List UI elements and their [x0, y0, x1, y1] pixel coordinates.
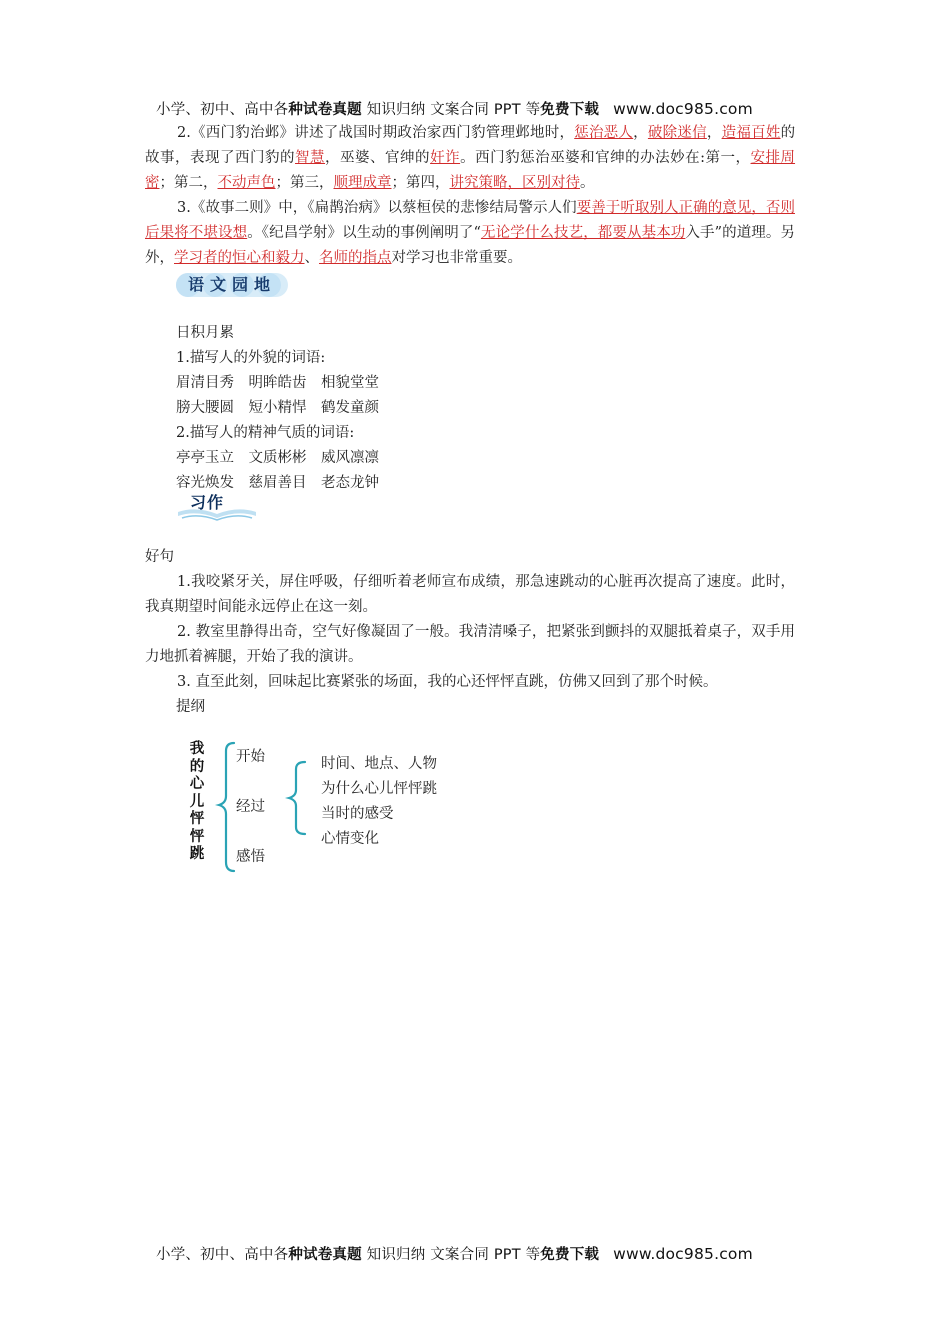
- answer-text: 顺理成章: [333, 175, 392, 191]
- answer-text: 智慧: [295, 150, 326, 166]
- text: ；第四，: [391, 175, 450, 191]
- riji-words-row: 亭亭玉立 文质彬彬 威风凛凛: [176, 450, 379, 466]
- header-text-mid: 知识归纳 文案合同 PPT 等: [361, 102, 541, 118]
- footer-url[interactable]: www.doc985.com: [613, 1245, 753, 1263]
- text: 入手”的道理。另外，: [145, 225, 795, 266]
- answer-text: 造福百姓: [721, 125, 781, 141]
- haoju-title: 好句: [145, 549, 174, 565]
- answer-text: 破除迷信: [647, 125, 707, 141]
- text: 3.《故事二则》中，《扁鹊治病》以蔡桓侯的悲惨结局警示人们: [177, 200, 577, 216]
- outline-detail: 为什么心儿怦怦跳: [321, 781, 437, 797]
- footer-text: 小学、初中、高中各: [156, 1247, 289, 1263]
- outline-detail: 当时的感受: [321, 806, 394, 822]
- text: 的故事，表现了西门豹的: [145, 125, 796, 166]
- answer-text: 名师的指点: [319, 250, 392, 266]
- text: 对学习也非常重要。: [391, 250, 522, 266]
- footer-bold-text: 种试卷真题: [288, 1247, 362, 1263]
- text: 。: [580, 175, 595, 191]
- answer-text: 讲究策略，区别对待: [449, 175, 580, 191]
- header-text: 小学、初中、高中各: [156, 102, 289, 118]
- outline-part-process: 经过: [236, 799, 265, 815]
- text: ；第三，: [275, 175, 334, 191]
- haoju-sentence-2: 2. 教室里静得出奇，空气好像凝固了一般。我清清嗓子，把紧张到颤抖的双腿抵着桌子，双手用力地抓着裤腿，开始了我的演讲。: [145, 624, 795, 665]
- footer-text-mid: 知识归纳 文案合同 PPT 等: [361, 1247, 541, 1263]
- text: 。《纪昌学射》以生动的事例阐明了“: [247, 225, 481, 241]
- text: 、: [304, 250, 319, 266]
- header-bold-text-2: 免费下载: [540, 102, 600, 118]
- tigang-title: 提纲: [176, 699, 205, 715]
- answer-text: 无论学什么技艺，都要从基本功: [480, 225, 686, 241]
- outline-part-reflection: 感悟: [236, 849, 265, 865]
- text: ，: [633, 125, 648, 141]
- riji-words-row: 膀大腰圆 短小精悍 鹤发童颜: [176, 400, 379, 416]
- text: 。西门豹惩治巫婆和官绅的办法妙在:第一，: [460, 150, 751, 166]
- text: ；第二，: [159, 175, 218, 191]
- riji-words-row: 眉清目秀 明眸皓齿 相貌堂堂: [176, 375, 379, 391]
- page-footer: [156, 1243, 816, 1264]
- riji-heading-1: 1.描写人的外貌的词语:: [176, 350, 326, 366]
- header-url[interactable]: www.doc985.com: [613, 100, 753, 118]
- answer-text: 安排周密: [145, 150, 796, 191]
- riji-title: 日积月累: [176, 325, 234, 341]
- haoju-sentence-1: 1.我咬紧牙关，屏住呼吸，仔细听着老师宣布成绩，那急速跳动的心脏再次提高了速度。此时，我真期望时间能永远停止在这一刻。: [145, 574, 795, 615]
- badge-label: 语文园地: [187, 275, 276, 294]
- badge-label: 习作: [190, 493, 225, 512]
- footer-bold-text-2: 免费下载: [540, 1247, 600, 1263]
- answer-text: 学习者的恒心和毅力: [174, 250, 305, 266]
- text: ，: [706, 125, 722, 141]
- answer-text: 惩治恶人: [574, 125, 634, 141]
- answer-text: 奸诈: [430, 150, 461, 166]
- haoju-sentence-3: 3. 直至此刻，回味起比赛紧张的场面，我的心还怦怦直跳，仿佛又回到了那个时候。: [177, 674, 718, 690]
- header-bold-text: 种试卷真题: [288, 102, 362, 118]
- outline-detail: 时间、地点、人物: [321, 756, 437, 772]
- answer-text: 不动声色: [217, 175, 276, 191]
- text: 2.《西门豹治邺》讲述了战国时期政治家西门豹管理邺地时，: [177, 125, 575, 141]
- outline-topic: 我的心儿怦怦跳: [189, 741, 205, 862]
- text: ，巫婆、官绅的: [325, 150, 431, 166]
- riji-words-row: 容光焕发 慈眉善目 老态龙钟: [176, 475, 379, 491]
- answer-text: 要善于听取别人正确的意见，否则后果将不堪设想: [145, 200, 795, 241]
- outline-part-start: 开始: [236, 749, 265, 765]
- riji-heading-2: 2.描写人的精神气质的词语:: [176, 425, 355, 441]
- outline-detail: 心情变化: [321, 831, 379, 847]
